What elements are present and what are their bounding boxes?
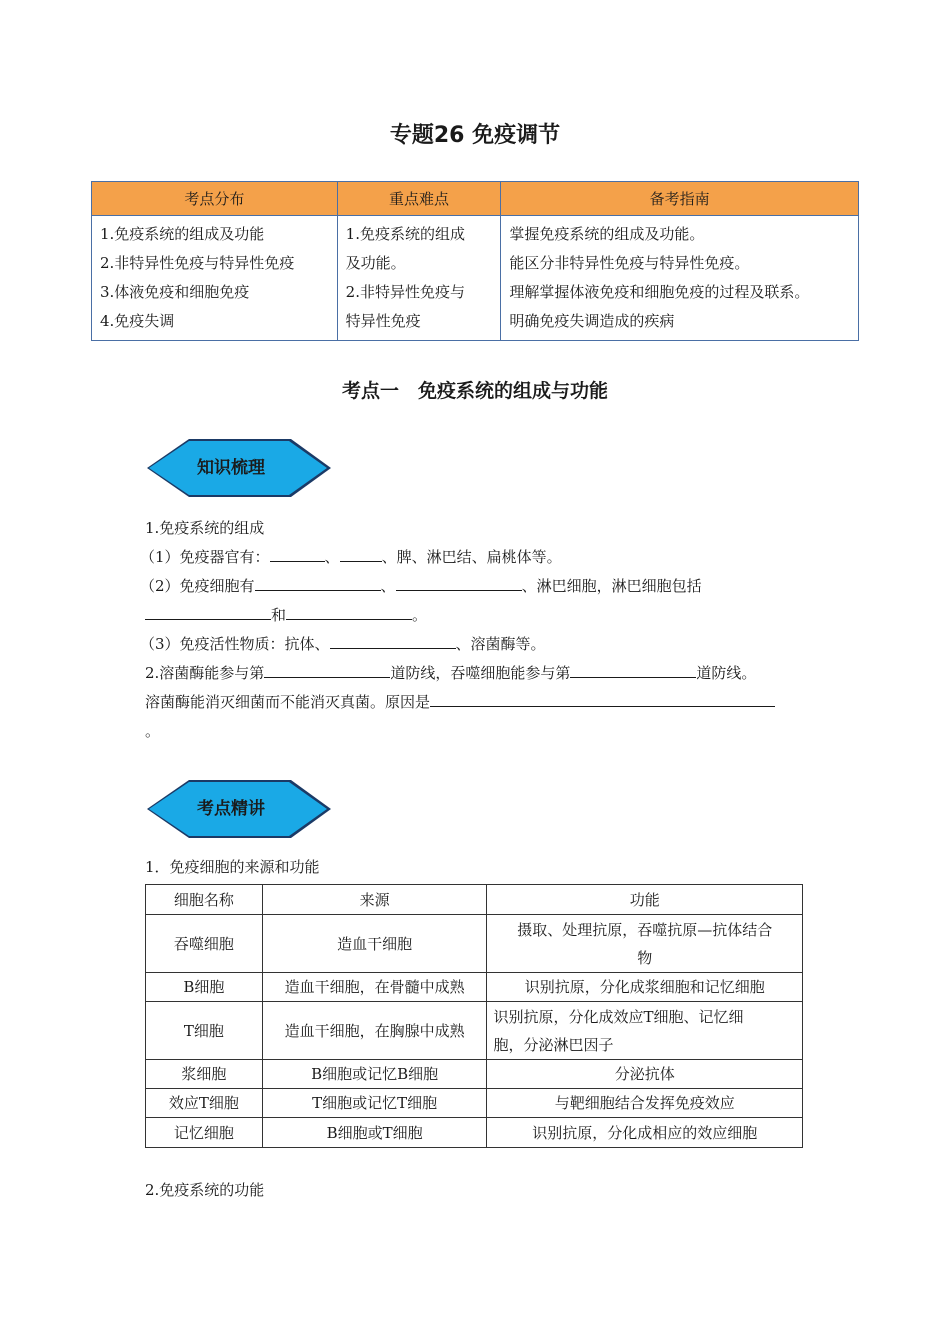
cell-source: 造血干细胞 [262,915,487,973]
fill-blank [396,573,522,591]
cell-source: B细胞或记忆B细胞 [262,1060,487,1089]
fill-blank [340,544,382,562]
cell-name: 记忆细胞 [146,1118,263,1148]
knowledge-line: 2.溶菌酶能参与第 道防线，吞噬细胞能参与第 道防线。 [145,659,756,688]
cell-source: 造血干细胞，在骨髓中成熟 [262,973,487,1002]
fill-blank [270,544,325,562]
list-item: 1.免疫系统的组成 [345,225,465,243]
table-row [146,915,803,973]
knowledge-line: 和 。 [145,601,427,630]
fill-blank [264,660,390,678]
cell-name: T细胞 [146,1002,263,1060]
list-item: 明确免疫失调造成的疾病 [509,312,675,330]
fill-blank [330,631,456,649]
cell-function: 分泌抗体 [487,1060,803,1089]
cell-function: 识别抗原，分化成效应T细胞、记忆细 胞，分泌淋巴因子 [487,1002,803,1060]
footer-heading: 2.免疫系统的功能 [145,1181,265,1199]
fill-blank [145,602,271,620]
list-item: 及功能。 [345,254,406,272]
overview-col-key-points [337,216,501,341]
knowledge-line: 溶菌酶能消灭细菌而不能消灭真菌。原因是 [145,688,775,717]
cell-function: 摄取、处理抗原，吞噬抗原—抗体结合 物 [487,915,803,973]
column-header: 来源 [262,885,487,915]
cell-source: B细胞或T细胞 [262,1118,487,1148]
fill-blank [286,602,412,620]
detail-heading: 1．免疫细胞的来源和功能 [145,858,320,876]
knowledge-badge [145,437,333,499]
cell-name: 浆细胞 [146,1060,263,1089]
table-row [146,973,803,1002]
knowledge-line: 1.免疫系统的组成 [145,519,265,537]
list-item: 掌握免疫系统的组成及功能。 [509,225,705,243]
overview-col-guide [501,216,859,341]
immune-cell-table [145,884,803,1148]
column-header: 细胞名称 [146,885,263,915]
table-row [146,1002,803,1060]
page-title: 专题26 免疫调节 [389,123,561,148]
cell-name: 效应T细胞 [146,1089,263,1118]
overview-header: 备考指南 [501,182,859,216]
overview-header-row [92,182,859,216]
list-item: 2.非特异性免疫与特异性免疫 [100,254,295,272]
badge-label: 考点精讲 [197,799,265,819]
cell-function: 与靶细胞结合发挥免疫效应 [487,1089,803,1118]
fill-blank [255,573,381,591]
list-item: 4.免疫失调 [100,312,175,330]
cell-source: T细胞或记忆T细胞 [262,1089,487,1118]
knowledge-line: （2）免疫细胞有 、 、淋巴细胞，淋巴细胞包括 [140,572,702,601]
list-item: 1.免疫系统的组成及功能 [100,225,265,243]
cell-name: B细胞 [146,973,263,1002]
knowledge-line: 。 [145,722,161,740]
overview-col-distribution [92,216,338,341]
fill-blank [570,660,696,678]
list-item: 特异性免疫 [345,312,421,330]
table-row [146,1118,803,1148]
cell-function: 识别抗原，分化成相应的效应细胞 [487,1118,803,1148]
table-row [146,1060,803,1089]
knowledge-line: （3）免疫活性物质：抗体、 、溶菌酶等。 [140,630,546,659]
knowledge-line: （1）免疫器官有： 、 、脾、淋巴结、扁桃体等。 [140,543,562,572]
table-row [146,1089,803,1118]
cell-name: 吞噬细胞 [146,915,263,973]
section-title: 考点一 免疫系统的组成与功能 [341,380,608,402]
column-header: 功能 [487,885,803,915]
badge-label: 知识梳理 [197,458,265,478]
overview-table [91,181,859,341]
list-item: 3.体液免疫和细胞免疫 [100,283,250,301]
overview-header: 考点分布 [92,182,338,216]
detail-badge [145,778,333,840]
list-item: 2.非特异性免疫与 [345,283,465,301]
overview-header: 重点难点 [337,182,501,216]
list-item: 理解掌握体液免疫和细胞免疫的过程及联系。 [509,283,810,301]
table-header-row [146,885,803,915]
fill-blank [430,689,775,707]
overview-body-row [92,216,859,341]
cell-source: 造血干细胞，在胸腺中成熟 [262,1002,487,1060]
list-item: 能区分非特异性免疫与特异性免疫。 [509,254,750,272]
cell-function: 识别抗原，分化成浆细胞和记忆细胞 [487,973,803,1002]
